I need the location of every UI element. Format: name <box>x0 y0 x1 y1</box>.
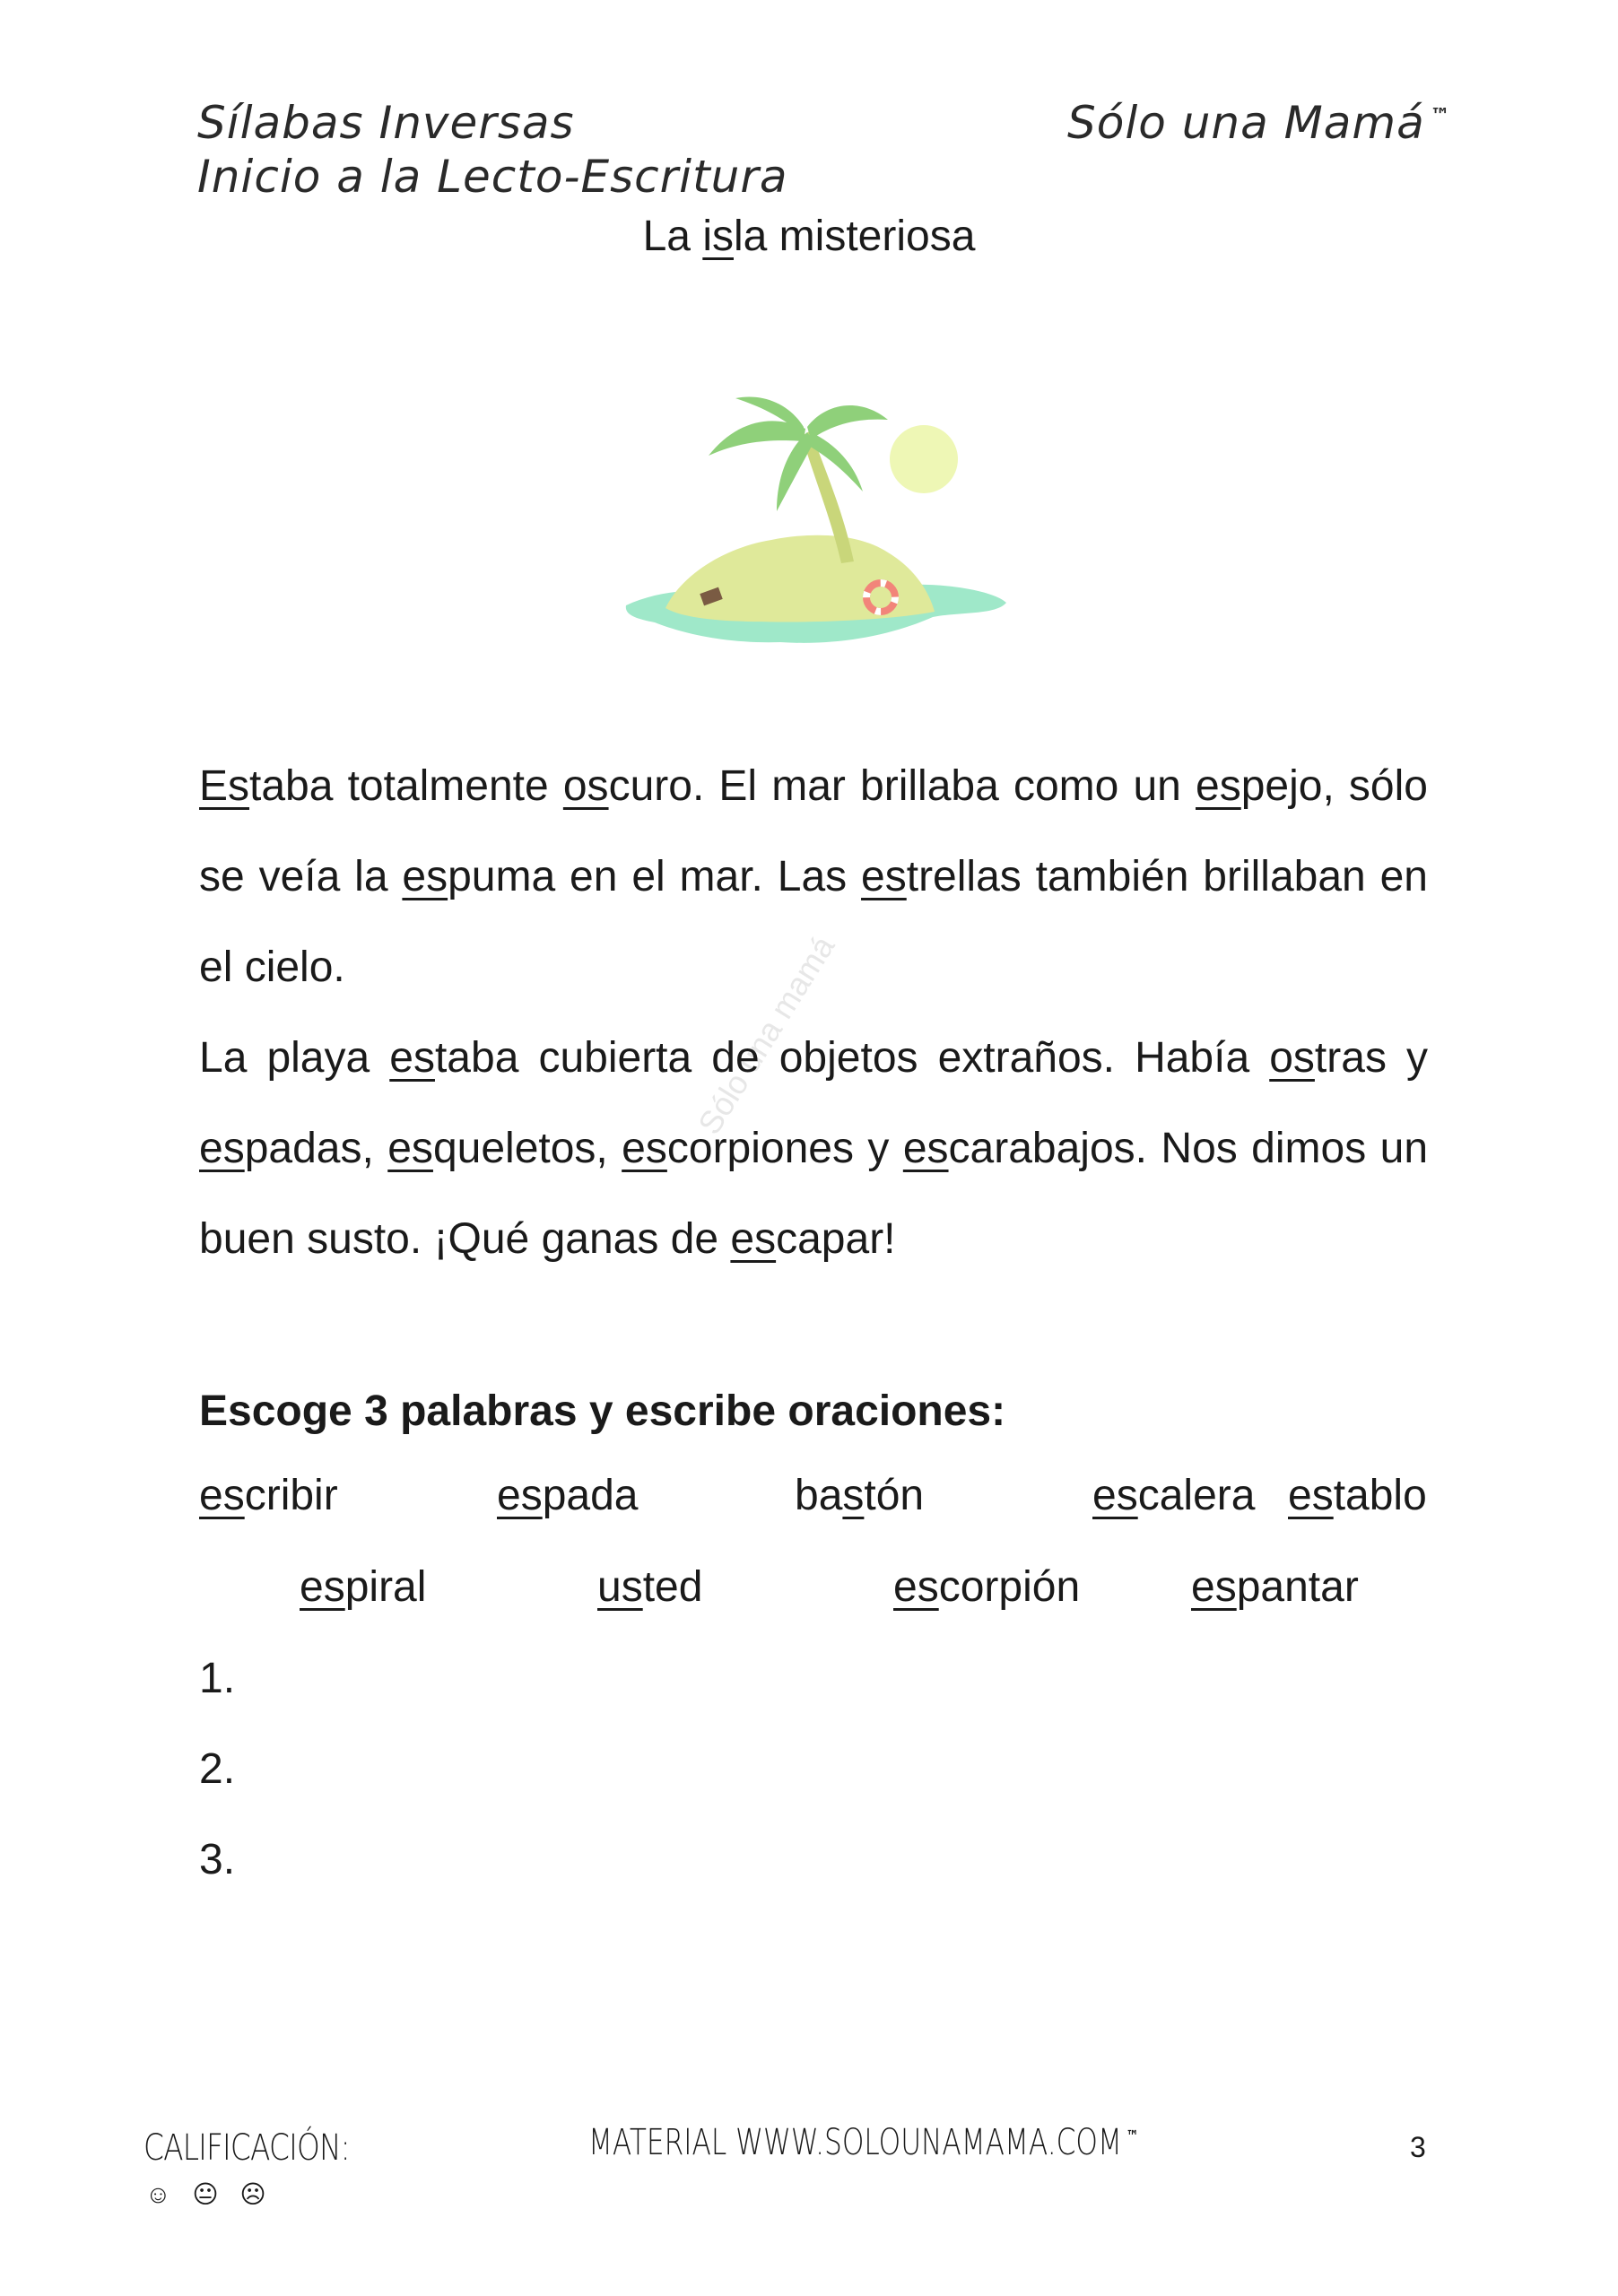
trademark-symbol: ™ <box>1430 105 1451 128</box>
watermark: Sólo una mamá <box>691 929 842 1141</box>
inverse-syllable: es <box>199 1125 245 1172</box>
text-segment: queletos, <box>432 1125 622 1172</box>
inverse-syllable: es <box>1196 762 1241 810</box>
inverse-syllable: es <box>199 1472 245 1519</box>
footer-website-text: MATERIAL WWW.SOLOUNAMAMA.COM <box>588 2122 1122 2163</box>
sentence-number-3: 3. <box>199 1836 236 1883</box>
reading-paragraph-1 <box>199 741 1428 1013</box>
word-part: corpión <box>938 1563 1081 1611</box>
word-bank-item <box>597 1562 702 1612</box>
series-title: Sílabas Inversas <box>197 97 575 149</box>
text-segment: trellas también brillaban en el cielo. <box>199 853 1428 991</box>
word-bank-item <box>497 1471 638 1520</box>
inverse-syllable: es <box>1191 1563 1237 1611</box>
brand-name <box>1067 97 1451 149</box>
word-bank-item <box>893 1562 1080 1612</box>
inverse-syllable: es <box>300 1563 345 1611</box>
inverse-syllable: os <box>562 762 609 810</box>
word-part: tablo <box>1333 1472 1427 1519</box>
inverse-syllable: Es <box>199 762 250 810</box>
text-segment: pejo, sólo se veía la <box>199 762 1428 900</box>
title-highlight: is <box>702 213 734 260</box>
word-bank-item <box>795 1471 924 1520</box>
text-segment: taba cubierta de objetos extraños. Había <box>434 1034 1270 1082</box>
text-segment: capar! <box>776 1215 896 1263</box>
page-number: 3 <box>1410 2131 1426 2163</box>
inverse-syllable: es <box>389 1034 435 1082</box>
inverse-syllable: es <box>861 853 907 900</box>
reading-paragraph-2 <box>199 1013 1428 1284</box>
inverse-syllable: us <box>597 1563 643 1611</box>
word-part: calera <box>1137 1472 1256 1519</box>
inverse-syllable: es <box>893 1563 939 1611</box>
sentence-number-2: 2. <box>199 1745 236 1793</box>
inverse-syllable: es <box>622 1125 667 1172</box>
text-segment: padas, <box>244 1125 388 1172</box>
word-bank-item <box>1191 1562 1359 1612</box>
footer-website <box>588 2122 1139 2163</box>
word-part: ted <box>642 1563 703 1611</box>
inverse-syllable: os <box>1269 1034 1315 1082</box>
word-part: pada <box>542 1472 639 1519</box>
inverse-syllable: s <box>842 1472 865 1519</box>
trademark-symbol: ™ <box>1126 2126 1139 2146</box>
inverse-syllable: es <box>1092 1472 1138 1519</box>
text-segment: carabajos. Nos dimos un buen susto. ¡Qué ganas de <box>199 1125 1429 1263</box>
inverse-syllable: es <box>902 1125 949 1172</box>
sun-icon <box>890 425 958 493</box>
word-part: piral <box>344 1563 427 1611</box>
word-part: cribir <box>244 1472 338 1519</box>
inverse-syllable: es <box>402 853 448 900</box>
text-segment: corpiones y <box>666 1125 903 1172</box>
title-part: La <box>642 213 703 260</box>
word-bank-item <box>1288 1471 1427 1520</box>
island-palm-tree-illustration <box>619 377 1013 673</box>
text-segment: puma en el mar. Las <box>448 853 862 900</box>
text-segment: taba totalmente <box>249 762 563 810</box>
text-segment: La playa <box>199 1034 390 1082</box>
inverse-syllable: es <box>497 1472 543 1519</box>
word-part: pantar <box>1236 1563 1359 1611</box>
paragraph-text <box>199 1013 1428 1284</box>
exercise-instruction: Escoge 3 palabras y escribe oraciones: <box>199 1387 1006 1435</box>
series-subtitle: Inicio a la Lecto-Escritura <box>197 151 788 203</box>
word-bank-item <box>1092 1471 1255 1520</box>
title-part: la misteriosa <box>733 213 976 260</box>
brand-text: Sólo una Mamá <box>1067 97 1425 149</box>
inverse-syllable: es <box>730 1215 777 1263</box>
palm-leaf <box>709 421 805 456</box>
text-segment: curo. El mar brillaba como un <box>608 762 1196 810</box>
word-bank-item <box>199 1471 338 1520</box>
inverse-syllable: es <box>1288 1472 1334 1519</box>
grade-label: CALIFICACIÓN: <box>144 2127 350 2169</box>
page-title <box>0 212 1618 261</box>
sentence-number-1: 1. <box>199 1655 236 1702</box>
palm-leaf <box>807 405 888 439</box>
word-part: tón <box>864 1472 925 1519</box>
grade-faces-icons: ☺ 😐 ☹ <box>145 2180 274 2208</box>
word-bank-item <box>300 1562 426 1612</box>
paragraph-text <box>199 741 1428 1013</box>
word-part: ba <box>795 1472 843 1519</box>
text-segment: tras y <box>1314 1034 1428 1082</box>
inverse-syllable: es <box>387 1125 433 1172</box>
